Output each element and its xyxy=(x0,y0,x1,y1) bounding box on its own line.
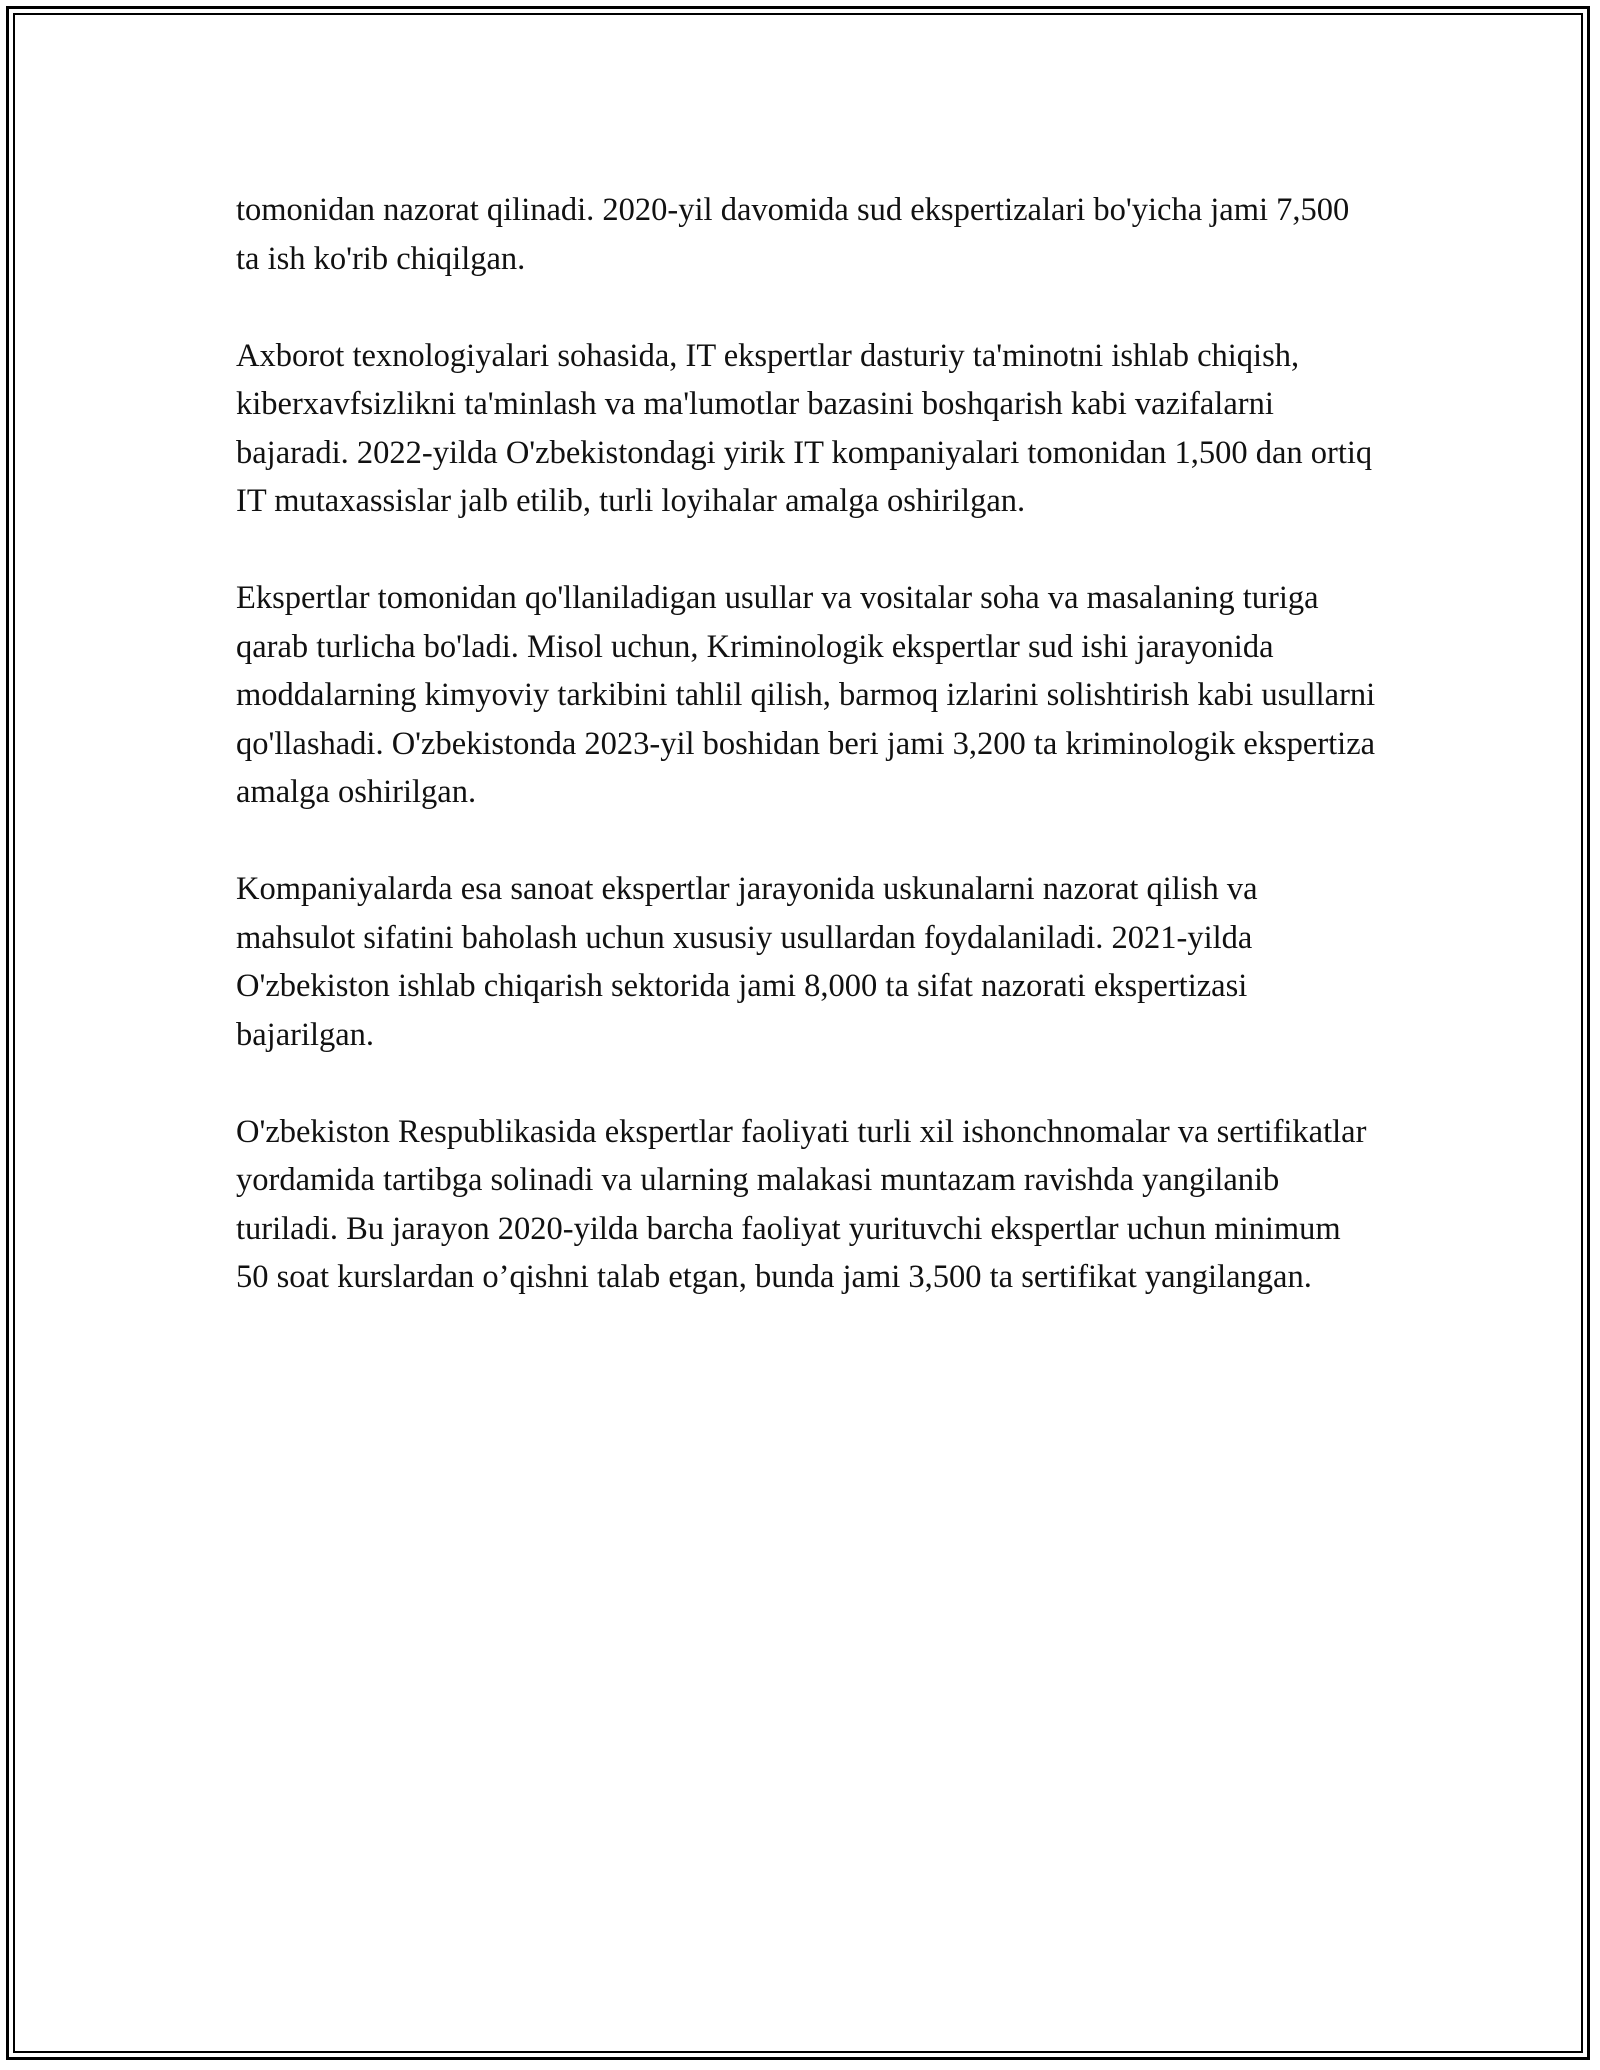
paragraph-4: Kompaniyalarda esa sanoat ekspertlar jarayonida uskunalarni nazorat qilish va mahsulot sifatini baholash uchun xususiy usullardan foydalaniladi. 2021-yilda O'zbekiston ishlab chiqarish sektorida jami 8,000 ta sifat nazorati ekspertizasi bajarilgan. xyxy=(236,871,1258,1053)
paragraph-2: Axborot texnologiyalari sohasida, IT ekspertlar dasturiy ta'minotni ishlab chiqish, kiberxavfsizlikni ta'minlash va ma'lumotlar bazasini boshqarish kabi vazifalarni bajaradi. 2022-yilda O'zbekistondagi yirik IT kompaniyalari tomonidan 1,500 dan ortiq IT mutaxassislar jalb etilib, turli loyihalar amalga oshirilgan. xyxy=(236,337,1373,519)
paragraph-3: Ekspertlar tomonidan qo'llaniladigan usullar va vositalar soha va masalaning turiga qarab turlicha bo'ladi. Misol uchun, Kriminologik ekspertlar sud ishi jarayonida moddalarning kimyoviy tarkibini tahlil qilish, barmoq izlarini solishtirish kabi usullarni qo'llashadi. O'zbekistonda 2023-yil boshidan beri jami 3,200 ta kriminologik ekspertiza amalga oshirilgan. xyxy=(236,580,1376,810)
paragraph-5: O'zbekiston Respublikasida ekspertlar faoliyati turli xil ishonchnomalar va sertifikatlar yordamida tartibga solinadi va ularning malakasi muntazam ravishda yangilanib turiladi. Bu jarayon 2020-yilda barcha faoliyat yurituvchi ekspertlar uchun minimum 50 soat kurslardan o’qishni talab etgan, bunda jami 3,500 ta sertifikat yangilangan. xyxy=(236,1113,1367,1295)
paragraph-1: tomonidan nazorat qilinadi. 2020-yil davomida sud ekspertizalari bo'yicha jami 7,500 ta ish ko'rib chiqilgan. xyxy=(236,192,1350,277)
document-body xyxy=(236,186,1376,1350)
